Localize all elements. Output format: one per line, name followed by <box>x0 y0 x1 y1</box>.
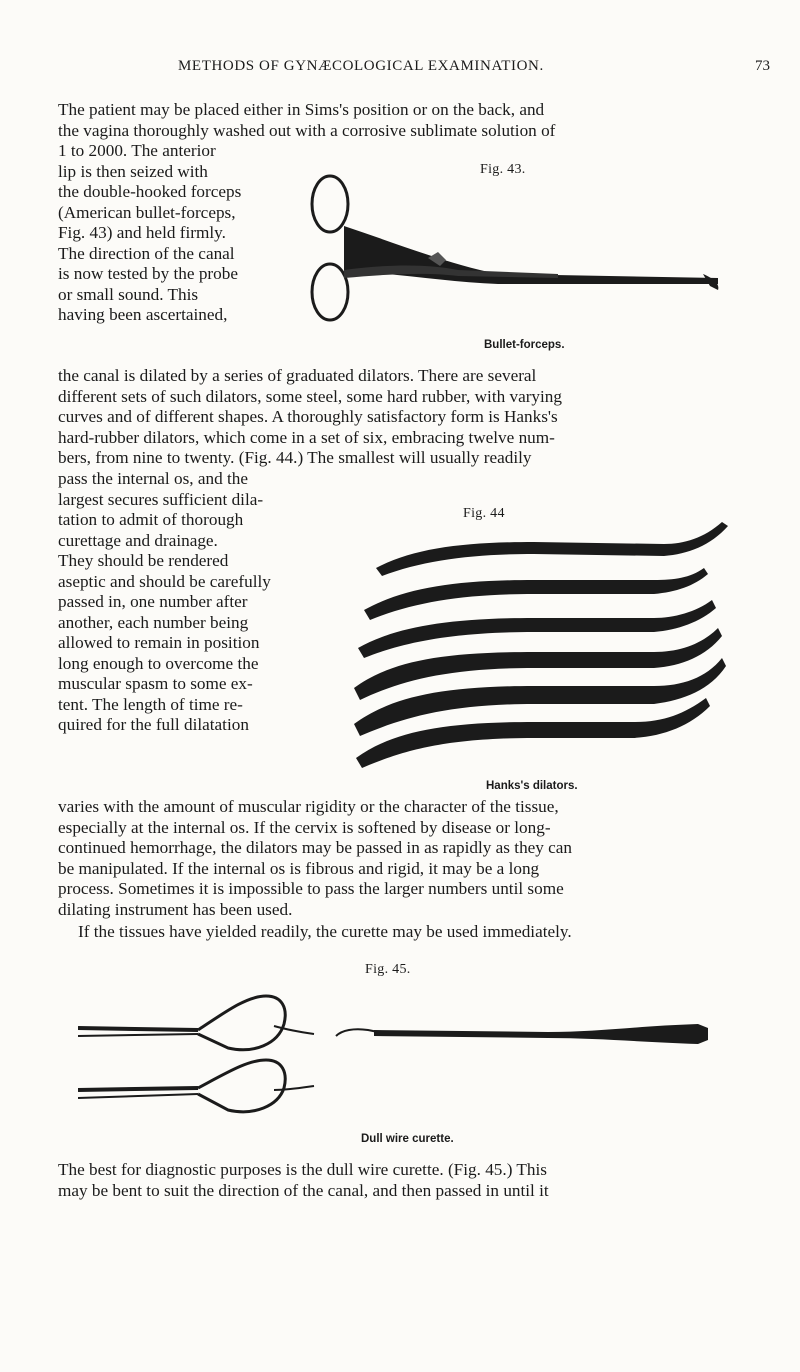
page-header <box>58 58 770 82</box>
text-line: largest secures sufficient dila- <box>58 489 264 509</box>
paragraph-curette <box>58 922 770 943</box>
text-line: aseptic and should be carefully <box>58 571 271 591</box>
text-line: allowed to remain in position <box>58 633 260 652</box>
text-line: If the tissues have yielded readily, the curette may be used immediately. <box>78 922 572 941</box>
text-line: pass the internal os, and the <box>58 469 248 488</box>
figure-label: Fig. 43. <box>480 162 526 177</box>
text-line: process. Sometimes it is impossible to pass the larger numbers until some <box>58 879 564 898</box>
paragraph-dilators <box>58 366 770 469</box>
text-line: hard-rubber dilators, which come in a set of six, embracing twelve num- <box>58 427 555 447</box>
text-line: They should be rendered <box>58 551 229 570</box>
bullet-forceps-icon <box>308 174 724 326</box>
text-line: muscular spasm to some ex- <box>58 674 253 693</box>
text-line: the double-hooked forceps <box>58 182 242 201</box>
text-line: quired for the full dilatation <box>58 715 249 734</box>
wire-curette-icon <box>78 990 714 1122</box>
text-line: lip is then seized with <box>58 161 208 181</box>
paragraph-dilatation <box>58 797 770 920</box>
text-line: continued hemorrhage, the dilators may be passed in as rapidly as they can <box>58 838 573 857</box>
text-line: The direction of the canal <box>58 243 235 263</box>
text-line: curettage and drainage. <box>58 530 218 550</box>
paragraph-column-left <box>58 141 308 326</box>
figure-label: Fig. 44 <box>463 506 505 521</box>
figure-label: Fig. 45. <box>365 962 411 977</box>
text-line: curves and of different shapes. A thoroughly satisfactory form is Hanks's <box>58 407 558 426</box>
text-line: bers, from nine to twenty. (Fig. 44.) The smallest will usually readily <box>58 448 532 467</box>
text-line: having been ascertained, <box>58 305 228 324</box>
hanks-dilators-icon <box>334 518 736 768</box>
running-head: METHODS OF GYNÆCOLOGICAL EXAMINATION. <box>178 58 544 74</box>
text-line: may be bent to suit the direction of the canal, and then passed in until it <box>58 1180 549 1200</box>
text-line: 1 to 2000. The anterior <box>58 141 216 160</box>
paragraph-column-left-2 <box>58 469 326 736</box>
text-line: The patient may be placed either in Sims's position or on the back, and <box>58 100 545 119</box>
text-line: varies with the amount of muscular rigidity or the character of the tissue, <box>58 797 559 816</box>
text-line: or small sound. This <box>58 284 199 304</box>
text-line: tent. The length of time re- <box>58 694 243 714</box>
text-line: long enough to overcome the <box>58 653 259 673</box>
page-number: 73 <box>755 58 770 74</box>
figure-caption: Bullet-forceps. <box>484 339 565 351</box>
figure-caption: Dull wire curette. <box>361 1133 454 1145</box>
figure-caption: Hanks's dilators. <box>486 780 578 792</box>
text-line: passed in, one number after <box>58 592 248 611</box>
text-line: especially at the internal os. If the cervix is softened by disease or long- <box>58 817 551 837</box>
text-line: different sets of such dilators, some steel, some hard rubber, with varying <box>58 386 562 406</box>
text-line: the vagina thoroughly washed out with a corrosive sublimate solution of <box>58 120 556 140</box>
text-line: is now tested by the probe <box>58 264 238 283</box>
text-line: (American bullet-forceps, <box>58 202 236 222</box>
text-line: another, each number being <box>58 612 249 632</box>
paragraph-diagnostic <box>58 1160 770 1201</box>
paragraph-intro <box>58 100 770 141</box>
text-line: Fig. 43) and held firmly. <box>58 223 226 242</box>
text-line: The best for diagnostic purposes is the dull wire curette. (Fig. 45.) This <box>58 1160 547 1179</box>
text-line: be manipulated. If the internal os is fibrous and rigid, it may be a long <box>58 858 540 878</box>
text-line: the canal is dilated by a series of graduated dilators. There are several <box>58 366 537 385</box>
text-line: tation to admit of thorough <box>58 510 244 529</box>
text-line: dilating instrument has been used. <box>58 899 293 919</box>
